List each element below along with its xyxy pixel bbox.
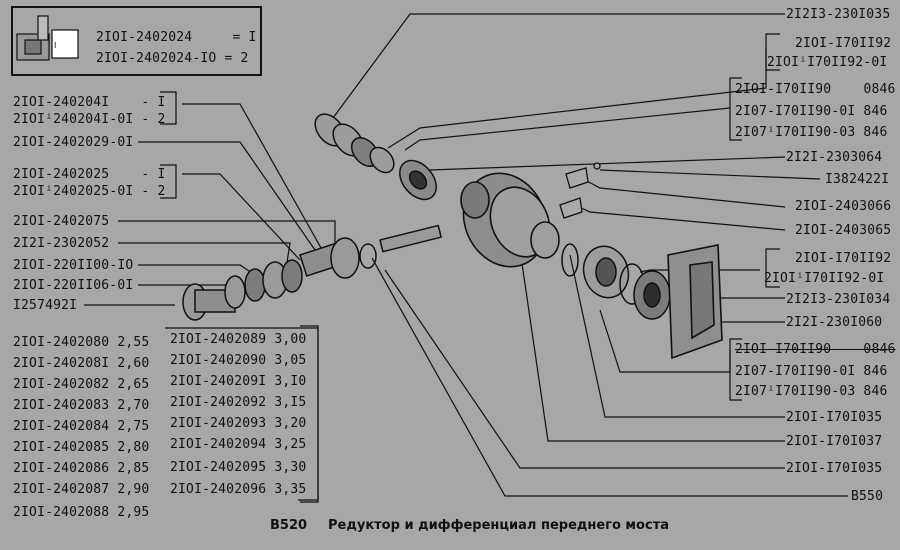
shim-row: 2IOI-240209I 3,I0 <box>170 374 307 389</box>
diagram-title: Редуктор и дифференциал переднего моста <box>328 518 670 533</box>
label-part: 2IOI-I70II90 0846 <box>735 342 896 357</box>
label-part: 2IOIⁱI70II92-0I <box>767 55 888 70</box>
shim-row: 2IOI-2402090 3,05 <box>170 353 307 368</box>
label-part: 2I07ⁱI70II90-03 846 <box>735 384 888 399</box>
label-part: 2I2I-2302052 <box>13 236 110 251</box>
shim-row: 2IOI-2402092 3,I5 <box>170 395 307 410</box>
shim-row: 2IOI-240208I 2,60 <box>13 356 150 371</box>
label-part: I382422I <box>825 172 890 187</box>
label-part: 2IOI-2402025 - I <box>13 167 166 182</box>
label-part: B550 <box>851 489 884 504</box>
svg-text:I: I <box>54 41 57 50</box>
shim-row: 2IOI-2402087 2,90 <box>13 482 150 497</box>
label-part: 2I2I3-230I034 <box>786 292 891 307</box>
label-part: 2IOIⁱI70II92-0I <box>764 271 885 286</box>
label-part: 2IOI-I70I035 <box>786 461 883 476</box>
label-part: 2I2I-230I060 <box>786 315 883 330</box>
label-part: 2IOI-220II00-IO <box>13 258 134 273</box>
label-part: 2IOI-2402075 <box>13 214 110 229</box>
label-part: 2IOIⁱ2402025-0I - 2 <box>13 184 166 199</box>
shim-row: 2IOI-2402096 3,35 <box>170 482 307 497</box>
label-part: 2IOI-2403065 <box>795 223 892 238</box>
label-part: 2IOI-I70II92 <box>795 36 892 51</box>
shim-row: 2IOI-2402094 3,25 <box>170 437 307 452</box>
label-part: 2IOI-I70II92 <box>795 251 892 266</box>
shim-row: 2IOI-2402084 2,75 <box>13 419 150 434</box>
shim-row: 2IOI-2402082 2,65 <box>13 377 150 392</box>
label-part: I257492I <box>13 298 78 313</box>
shim-row: 2IOI-2402095 3,30 <box>170 460 307 475</box>
shim-row: 2IOI-2402083 2,70 <box>13 398 150 413</box>
shim-row: 2IOI-2402080 2,55 <box>13 335 150 350</box>
label-part: 2I2I-2303064 <box>786 150 883 165</box>
label-part: 2IOI-220II06-0I <box>13 278 134 293</box>
kit-row-2: 2IOI-2402024-IO = 2 <box>96 51 249 66</box>
label-part: 2I2I3-230I035 <box>786 7 891 22</box>
label-part: 2I07-I70II90-0I 846 <box>735 364 888 379</box>
shim-row: 2IOI-2402089 3,00 <box>170 332 307 347</box>
shim-row: 2IOI-2402085 2,80 <box>13 440 150 455</box>
label-part: 2IOI-I70I035 <box>786 410 883 425</box>
label-part: 2IOI-I70II90 0846 <box>735 82 896 97</box>
shim-row: 2IOI-2402086 2,85 <box>13 461 150 476</box>
label-part: 2I07-I70II90-0I 846 <box>735 104 888 119</box>
label-part: 2IOIⁱ240204I-0I - 2 <box>13 112 166 127</box>
diagram-code: B520 <box>270 518 308 533</box>
shim-row: 2IOI-2402088 2,95 <box>13 505 150 520</box>
label-part: 2IOI-2402029-0I <box>13 135 134 150</box>
label-part: 2IOI-2403066 <box>795 199 892 214</box>
kit-row-1: 2IOI-2402024 = I <box>96 30 257 45</box>
label-part: 2I07ⁱI70II90-03 846 <box>735 125 888 140</box>
label-part: 2IOI-I70I037 <box>786 434 883 449</box>
shim-row: 2IOI-2402093 3,20 <box>170 416 307 431</box>
label-part: 2IOI-240204I - I <box>13 95 166 110</box>
